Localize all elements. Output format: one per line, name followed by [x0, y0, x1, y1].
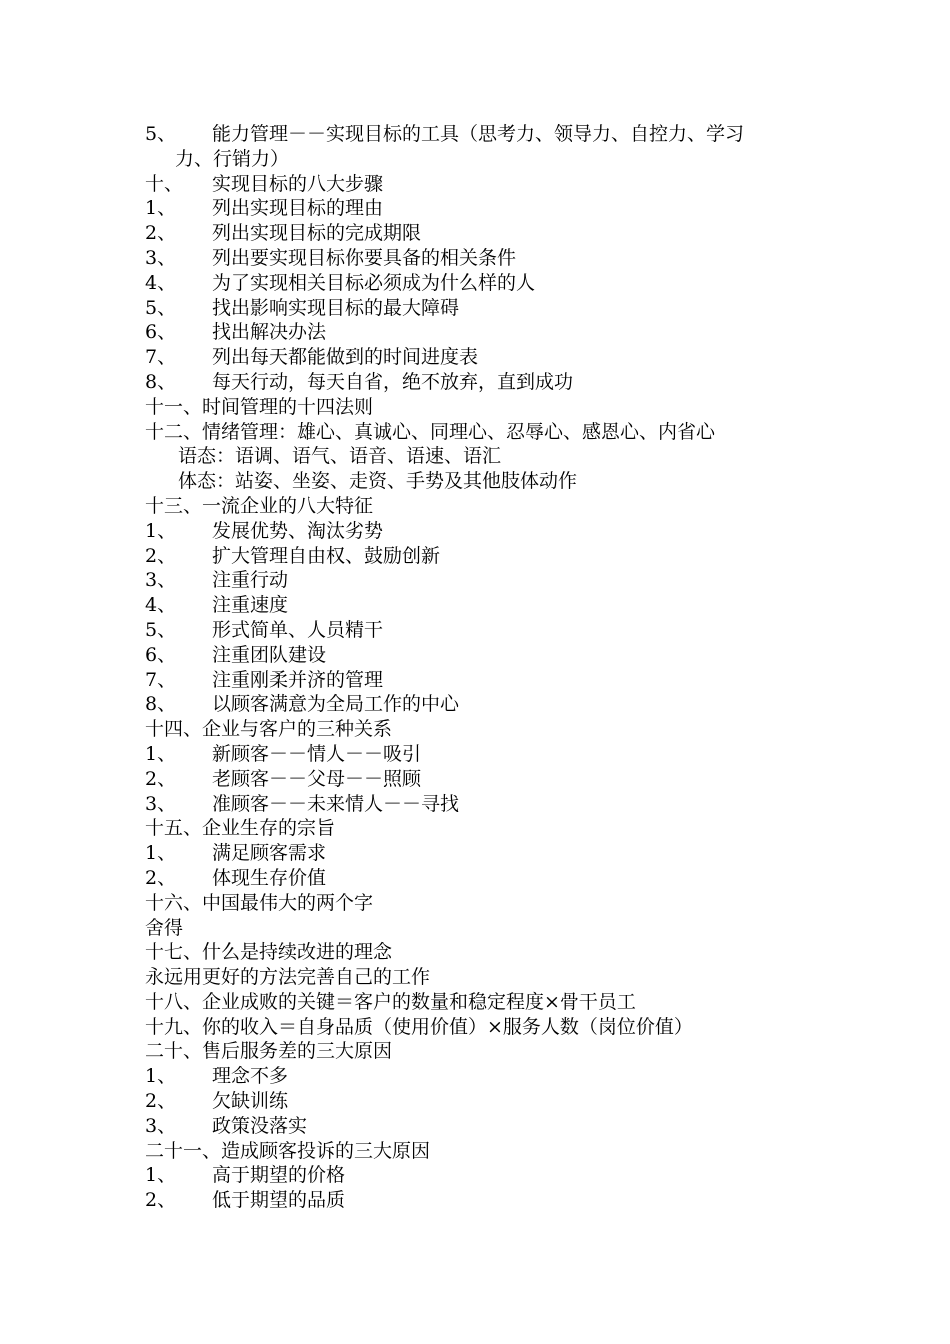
- list-number: 5、: [145, 618, 177, 641]
- line-text: 十二、情绪管理：雄心、真诚心、同理心、忍辱心、感恩心、内省心: [145, 420, 716, 443]
- line-text: 十九、你的收入＝自身品质（使用价值）×服务人数（岗位价值）: [145, 1015, 693, 1038]
- line-text: 十八、企业成败的关键＝客户的数量和稳定程度×骨干员工: [145, 990, 636, 1013]
- line-text: 高于期望的价格: [212, 1164, 346, 1187]
- line-text: 语态：语调、语气、语音、语速、语汇: [178, 445, 502, 468]
- line-text: 找出解决办法: [212, 321, 327, 344]
- list-number: 2、: [145, 767, 177, 790]
- text-line: [145, 395, 815, 420]
- numbered-list-item: [145, 246, 815, 271]
- numbered-list-item: [145, 618, 815, 643]
- list-number: 1、: [145, 742, 177, 765]
- list-number: 1、: [145, 1164, 177, 1187]
- list-number: 4、: [145, 594, 177, 617]
- line-text: 二十一、造成顾客投诉的三大原因: [145, 1139, 431, 1162]
- text-line: [145, 494, 815, 519]
- line-text: 注重行动: [212, 569, 289, 592]
- line-text: 十六、中国最伟大的两个字: [145, 891, 374, 914]
- numbered-list-item: [145, 668, 815, 693]
- numbered-list-item: [145, 792, 815, 817]
- list-number: 3、: [145, 246, 177, 269]
- list-number: 1、: [145, 197, 177, 220]
- numbered-list-item: [145, 345, 815, 370]
- numbered-list-item: [145, 320, 815, 345]
- numbered-list-item: [145, 866, 815, 891]
- line-text: 找出影响实现目标的最大障碍: [212, 296, 460, 319]
- line-text: 永远用更好的方法完善自己的工作: [145, 966, 431, 989]
- line-text: 欠缺训练: [212, 1090, 289, 1113]
- numbered-list-item: [145, 172, 815, 197]
- list-number: 8、: [145, 370, 177, 393]
- numbered-list-item: [145, 1064, 815, 1089]
- list-number: 1、: [145, 1065, 177, 1088]
- list-number: 7、: [145, 668, 177, 691]
- line-text: 形式简单、人员精干: [212, 618, 384, 641]
- list-number: 6、: [145, 321, 177, 344]
- text-line: [145, 1039, 815, 1064]
- list-number: 5、: [145, 123, 177, 145]
- list-number: 3、: [145, 792, 177, 815]
- line-text: 新顾客－－情人－－吸引: [212, 742, 422, 765]
- list-number: 十、: [145, 172, 184, 195]
- numbered-list-item: [145, 742, 815, 767]
- line-text: 十五、企业生存的宗旨: [145, 817, 336, 840]
- line-text: 十七、什么是持续改进的理念: [145, 941, 393, 964]
- text-line: [145, 147, 815, 172]
- line-text: 政策没落实: [212, 1114, 308, 1137]
- list-number: 6、: [145, 643, 177, 666]
- list-number: 3、: [145, 1114, 177, 1137]
- text-line: [145, 1015, 815, 1040]
- line-text: 老顾客－－父母－－照顾: [212, 767, 422, 790]
- numbered-list-item: [145, 1163, 815, 1188]
- numbered-list-item: [145, 1188, 815, 1213]
- line-text: 十三、一流企业的八大特征: [145, 494, 374, 517]
- text-line: [145, 1139, 815, 1164]
- list-number: 2、: [145, 222, 177, 245]
- numbered-list-item: [145, 593, 815, 618]
- line-text: 列出实现目标的理由: [212, 197, 384, 220]
- line-text: 二十、售后服务差的三大原因: [145, 1040, 393, 1063]
- list-number: 2、: [145, 1189, 177, 1212]
- line-text: 注重团队建设: [212, 643, 327, 666]
- line-text: 体现生存价值: [212, 866, 327, 889]
- numbered-list-item: [145, 692, 815, 717]
- text-line: [145, 420, 815, 445]
- numbered-list-item: [145, 568, 815, 593]
- text-line: [145, 990, 815, 1015]
- line-text: 注重刚柔并济的管理: [212, 668, 384, 691]
- numbered-list-item: [145, 1089, 815, 1114]
- text-line: [145, 916, 815, 941]
- list-number: 2、: [145, 544, 177, 567]
- text-line: [145, 965, 815, 990]
- numbered-list-item: [145, 271, 815, 296]
- line-text: 低于期望的品质: [212, 1189, 346, 1212]
- text-line: [145, 891, 815, 916]
- numbered-list-item: [145, 196, 815, 221]
- line-text: 列出实现目标的完成期限: [212, 222, 422, 245]
- line-text: 列出每天都能做到的时间进度表: [212, 346, 479, 369]
- numbered-list-item: [145, 519, 815, 544]
- line-text: 以顾客满意为全局工作的中心: [212, 693, 460, 716]
- line-text: 每天行动，每天自省，绝不放弃，直到成功: [212, 370, 574, 393]
- line-text: 舍得: [145, 916, 184, 939]
- text-line: [145, 717, 815, 742]
- text-line: [145, 940, 815, 965]
- line-text: 发展优势、淘汰劣势: [212, 519, 384, 542]
- numbered-list-item: [145, 122, 815, 147]
- list-number: 8、: [145, 693, 177, 716]
- numbered-list-item: [145, 221, 815, 246]
- text-line: [145, 469, 815, 494]
- line-text: 十四、企业与客户的三种关系: [145, 718, 393, 741]
- document-page: [145, 122, 815, 1213]
- list-number: 2、: [145, 866, 177, 889]
- list-number: 7、: [145, 346, 177, 369]
- line-text: 理念不多: [212, 1065, 289, 1088]
- numbered-list-item: [145, 767, 815, 792]
- numbered-list-item: [145, 296, 815, 321]
- list-number: 3、: [145, 569, 177, 592]
- list-number: 2、: [145, 1090, 177, 1113]
- line-text: 满足顾客需求: [212, 842, 327, 865]
- numbered-list-item: [145, 544, 815, 569]
- line-text: 力、行销力）: [175, 147, 290, 170]
- text-line: [145, 816, 815, 841]
- line-text: 扩大管理自由权、鼓励创新: [212, 544, 441, 567]
- numbered-list-item: [145, 643, 815, 668]
- list-number: 1、: [145, 842, 177, 865]
- numbered-list-item: [145, 841, 815, 866]
- line-text: 体态：站姿、坐姿、走资、手势及其他肢体动作: [178, 470, 578, 493]
- line-text: 注重速度: [212, 594, 289, 617]
- line-text: 准顾客－－未来情人－－寻找: [212, 792, 460, 815]
- list-number: 1、: [145, 519, 177, 542]
- line-text: 十一、时间管理的十四法则: [145, 395, 374, 418]
- line-text: 为了实现相关目标必须成为什么样的人: [212, 271, 536, 294]
- list-number: 5、: [145, 296, 177, 319]
- line-text: 能力管理－－实现目标的工具（思考力、领导力、自控力、学习: [212, 123, 745, 145]
- list-number: 4、: [145, 271, 177, 294]
- numbered-list-item: [145, 370, 815, 395]
- line-text: 列出要实现目标你要具备的相关条件: [212, 246, 517, 269]
- line-text: 实现目标的八大步骤: [212, 172, 384, 195]
- numbered-list-item: [145, 1114, 815, 1139]
- text-line: [145, 444, 815, 469]
